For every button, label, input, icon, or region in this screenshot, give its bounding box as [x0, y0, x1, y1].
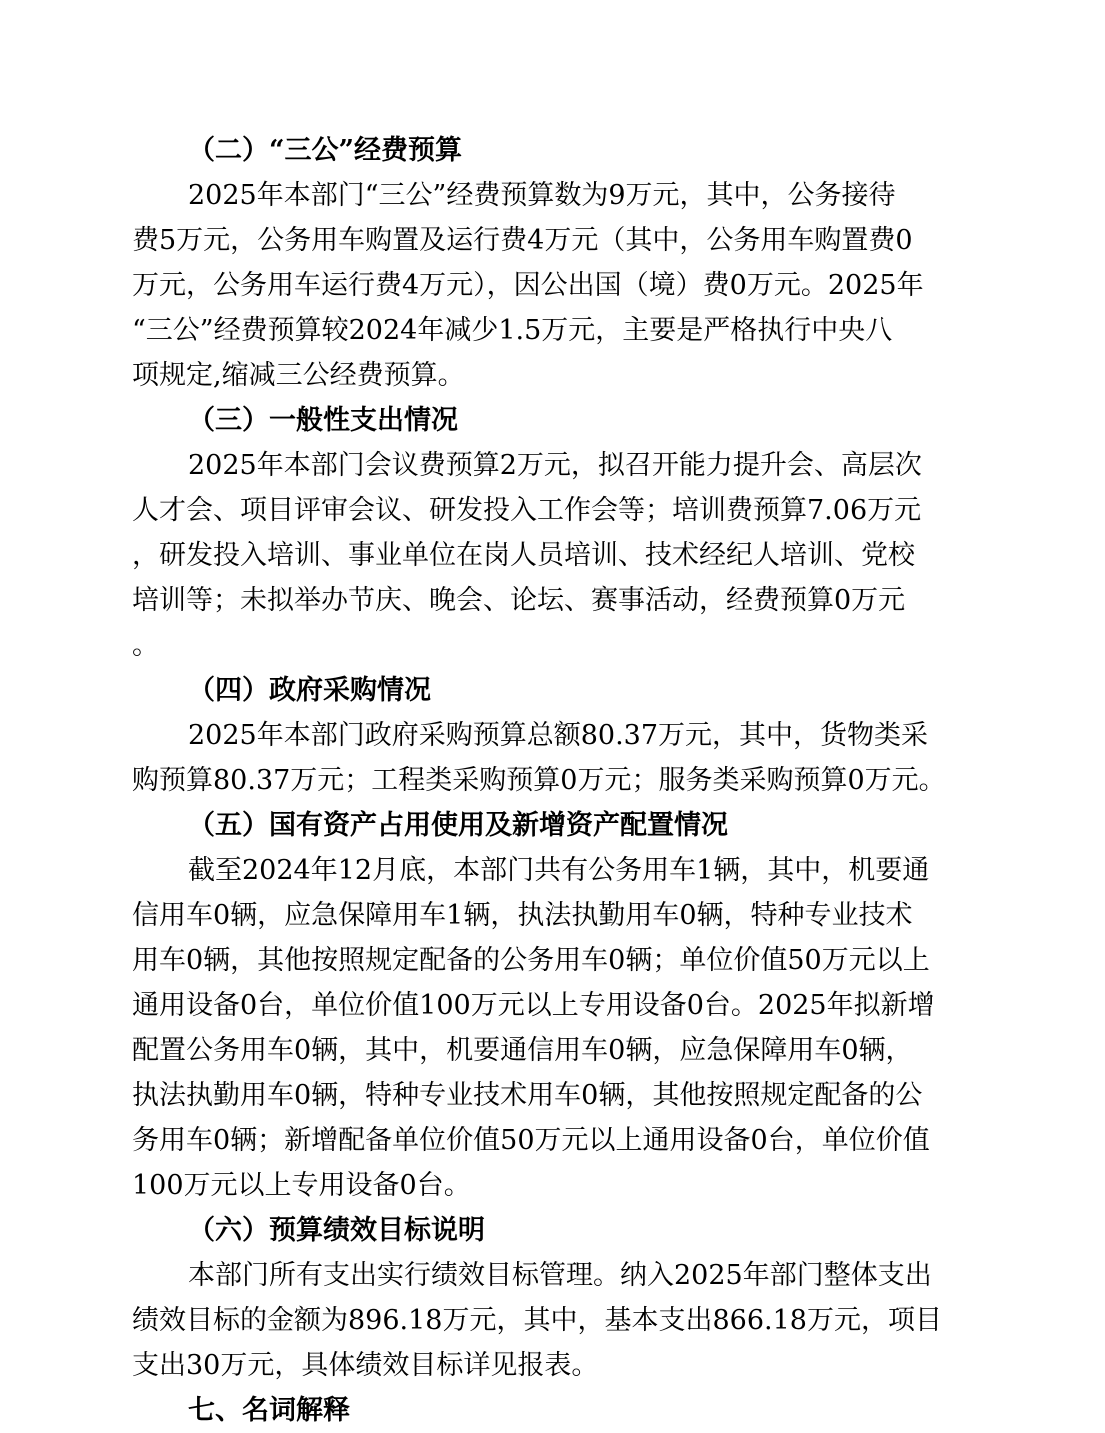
document-body: [132, 128, 970, 1433]
paragraph-line: 。: [132, 630, 159, 661]
paragraph-line: 培训等；未拟举办节庆、晚会、论坛、赛事活动，经费预算0万元: [132, 585, 906, 616]
paragraph-line: 信用车0辆，应急保障用车1辆，执法执勤用车0辆，特种专业技术: [132, 900, 913, 931]
paragraph-line: ，研发投入培训、事业单位在岗人员培训、技术经纪人培训、党校: [132, 540, 915, 571]
paragraph-line: 配置公务用车0辆，其中，机要通信用车0辆，应急保障用车0辆，: [132, 1035, 913, 1066]
paragraph-line: “三公”经费预算较2024年减少1.5万元，主要是严格执行中央八: [132, 315, 893, 346]
paragraph-line: 支出30万元，具体绩效目标详见报表。: [132, 1350, 599, 1381]
paragraph-line: 截至2024年12月底，本部门共有公务用车1辆，其中，机要通: [188, 855, 930, 886]
paragraph-line: 万元，公务用车运行费4万元），因公出国（境）费0万元。2025年: [132, 270, 924, 301]
section-heading-general-expenditure: （三）一般性支出情况: [188, 405, 458, 436]
paragraph-line: 执法执勤用车0辆，特种专业技术用车0辆，其他按照规定配备的公: [132, 1080, 923, 1111]
paragraph-line: 购预算80.37万元；工程类采购预算0万元；服务类采购预算0万元。: [132, 765, 946, 796]
section-heading-performance-goals: （六）预算绩效目标说明: [188, 1215, 485, 1246]
paragraph-line: 用车0辆，其他按照规定配备的公务用车0辆；单位价值50万元以上: [132, 945, 930, 976]
section-heading-government-procurement: （四）政府采购情况: [188, 675, 431, 706]
paragraph-line: 务用车0辆；新增配备单位价值50万元以上通用设备0台，单位价值: [132, 1125, 930, 1156]
paragraph-line: 2025年本部门政府采购预算总额80.37万元，其中，货物类采: [188, 720, 929, 751]
paragraph-line: 费5万元，公务用车购置及运行费4万元（其中，公务用车购置费0: [132, 225, 913, 256]
paragraph-line: 人才会、项目评审会议、研发投入工作会等；培训费预算7.06万元: [132, 495, 922, 526]
paragraph-line: 绩效目标的金额为896.18万元，其中，基本支出866.18万元，项目: [132, 1305, 942, 1336]
section-heading-glossary: 七、名词解释: [188, 1395, 350, 1426]
section-heading-three-public: （二）“三公”经费预算: [188, 135, 463, 166]
paragraph-line: 100万元以上专用设备0台。: [132, 1170, 471, 1201]
paragraph-line: 项规定,缩减三公经费预算。: [132, 360, 465, 391]
paragraph-line: 通用设备0台，单位价值100万元以上专用设备0台。2025年拟新增: [132, 990, 935, 1021]
paragraph-line: 2025年本部门“三公”经费预算数为9万元，其中，公务接待: [188, 180, 896, 211]
paragraph-line: 本部门所有支出实行绩效目标管理。纳入2025年部门整体支出: [188, 1260, 932, 1291]
paragraph-line: 2025年本部门会议费预算2万元，拟召开能力提升会、高层次: [188, 450, 922, 481]
section-heading-state-assets: （五）国有资产占用使用及新增资产配置情况: [188, 810, 728, 841]
